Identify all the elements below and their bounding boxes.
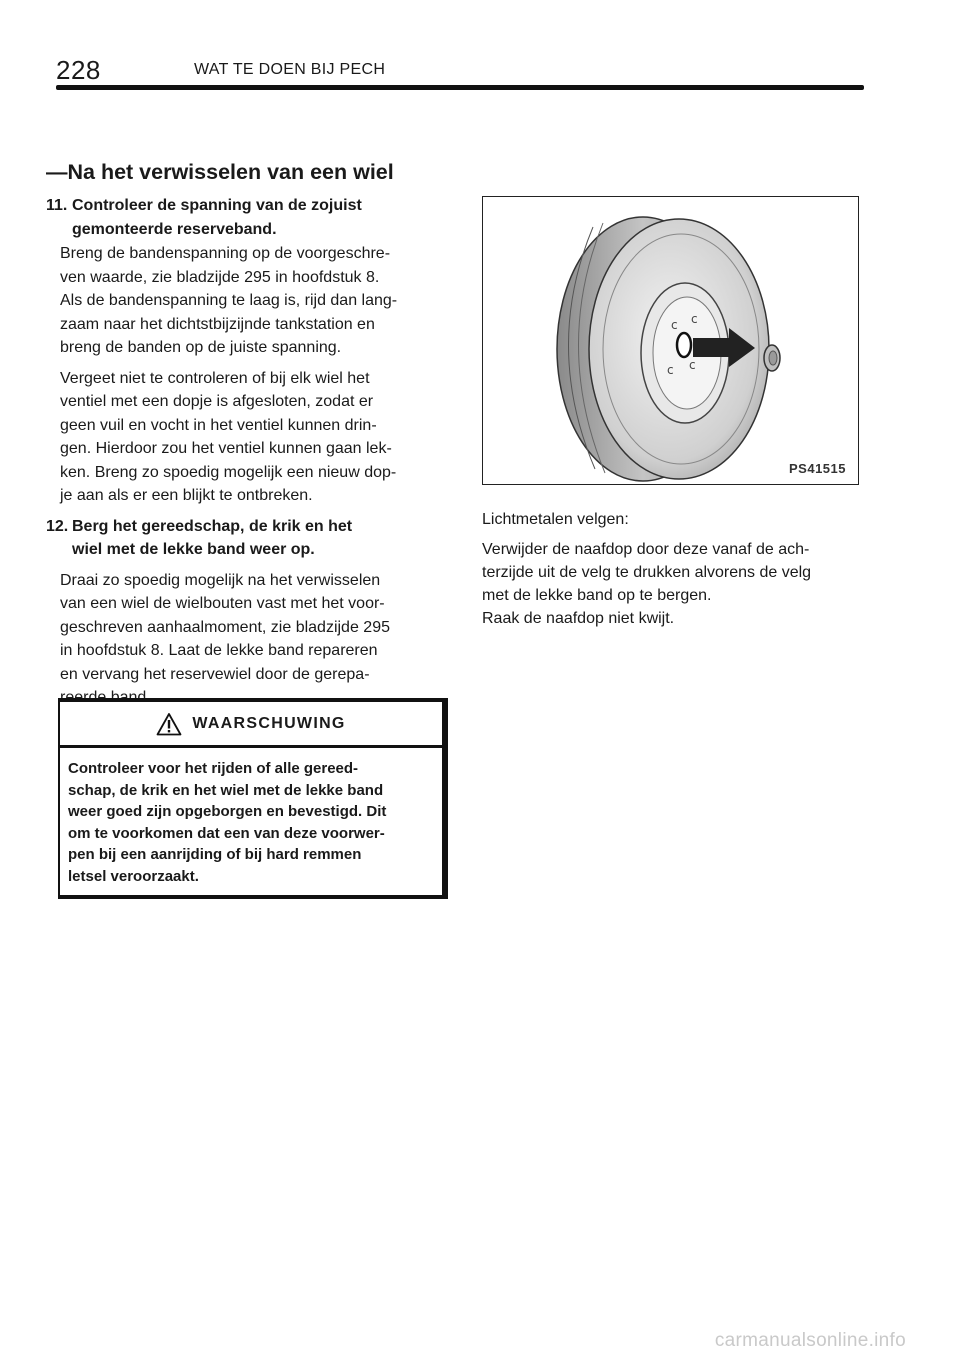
text-line: om te voorkomen dat een van deze voorwer- — [68, 824, 385, 842]
warning-box — [58, 698, 448, 899]
text-line: je aan als er een blijkt te ontbreken. — [60, 487, 313, 504]
warning-triangle-icon — [156, 712, 182, 736]
text-line: met de lekke band op te bergen. — [482, 587, 712, 604]
text-line: ven waarde, zie bladzijde 295 in hoofdstuk 8. — [60, 268, 380, 286]
text-line: Controleer voor het rijden of alle gereed- — [68, 760, 359, 777]
text-line: pen bij een aanrijding of bij hard remmen — [68, 846, 362, 863]
step-number: 11. — [46, 197, 68, 214]
page-number: 228 — [56, 55, 101, 85]
warning-title: WAARSCHUWING — [192, 714, 346, 732]
wheel-illustration — [482, 196, 859, 485]
text-line: letsel veroorzaakt. — [68, 867, 199, 885]
text-line: in hoofdstuk 8. Laat de lekke band repareren — [60, 642, 378, 659]
step-title-line: Controleer de spanning van de zojuist — [72, 197, 362, 214]
text-line: geschreven aanhaalmoment, zie bladzijde 295 — [60, 618, 390, 636]
subsection-heading: —Na het verwisselen van een wiel — [46, 160, 394, 184]
text-line: van een wiel de wielbouten vast met het voor- — [60, 595, 385, 612]
text-line: Draai zo spoedig mogelijk na het verwisselen — [60, 571, 381, 589]
svg-text:c: c — [671, 318, 678, 332]
text-line: geen vuil en vocht in het ventiel kunnen drin- — [60, 416, 377, 434]
watermark: carmanualsonline.info — [714, 1330, 906, 1351]
paragraph — [482, 538, 862, 607]
svg-text:c: c — [691, 312, 698, 326]
warning-header — [60, 702, 442, 748]
text-line: Vergeet niet te controleren of bij elk wiel het — [60, 369, 370, 387]
text-line: gen. Hierdoor zou het ventiel kunnen gaan lek- — [60, 440, 392, 457]
text-line: reerde band. — [60, 689, 151, 706]
paragraph: Raak de naafdop niet kwijt. — [482, 610, 675, 627]
warning-body — [60, 748, 442, 887]
text-line: schap, de krik en het wiel met de lekke band — [68, 781, 384, 799]
step-title-line: gemonteerde reserveband. — [72, 220, 277, 238]
paragraph — [46, 367, 456, 508]
left-column — [46, 194, 456, 710]
step-title-line: Berg het gereedschap, de krik en het — [72, 517, 353, 535]
text-line: Als de bandenspanning te laag is, rijd dan lang- — [60, 292, 398, 309]
step-number: 12. — [46, 517, 69, 535]
text-line: terzijde uit de velg te drukken alvorens de velg — [482, 564, 812, 581]
right-column — [482, 508, 862, 630]
step-title — [46, 515, 456, 562]
page-header — [56, 52, 864, 88]
text-line: Verwijder de naafdop door deze vanaf de ach- — [482, 541, 810, 558]
text-line: ken. Breng zo spoedig mogelijk een nieuw dop- — [60, 463, 397, 481]
wheel-hubcap-drawing — [483, 197, 857, 483]
paragraph — [46, 569, 456, 710]
svg-text:c: c — [667, 363, 674, 377]
svg-text:c: c — [689, 358, 696, 372]
text-line: Breng de bandenspanning op de voorgeschre- — [60, 245, 391, 262]
text-line: zaam naar het dichtstbijzijnde tankstation en — [60, 315, 375, 333]
text-line: en vervang het reservewiel door de gerepa- — [60, 665, 370, 683]
text-line: ventiel met een dopje is afgesloten, zodat er — [60, 393, 374, 410]
figure-code: PS41515 — [789, 461, 846, 476]
subheading: Lichtmetalen velgen: — [482, 511, 629, 528]
text-line: breng de banden op de juiste spanning. — [60, 339, 342, 356]
paragraph — [46, 242, 456, 360]
step-title-line: wiel met de lekke band weer op. — [72, 541, 315, 558]
section-title: WAT TE DOEN BIJ PECH — [194, 61, 386, 78]
header-rule — [56, 85, 864, 90]
step-title — [46, 194, 456, 241]
text-line: weer goed zijn opgeborgen en bevestigd. Dit — [68, 803, 387, 820]
